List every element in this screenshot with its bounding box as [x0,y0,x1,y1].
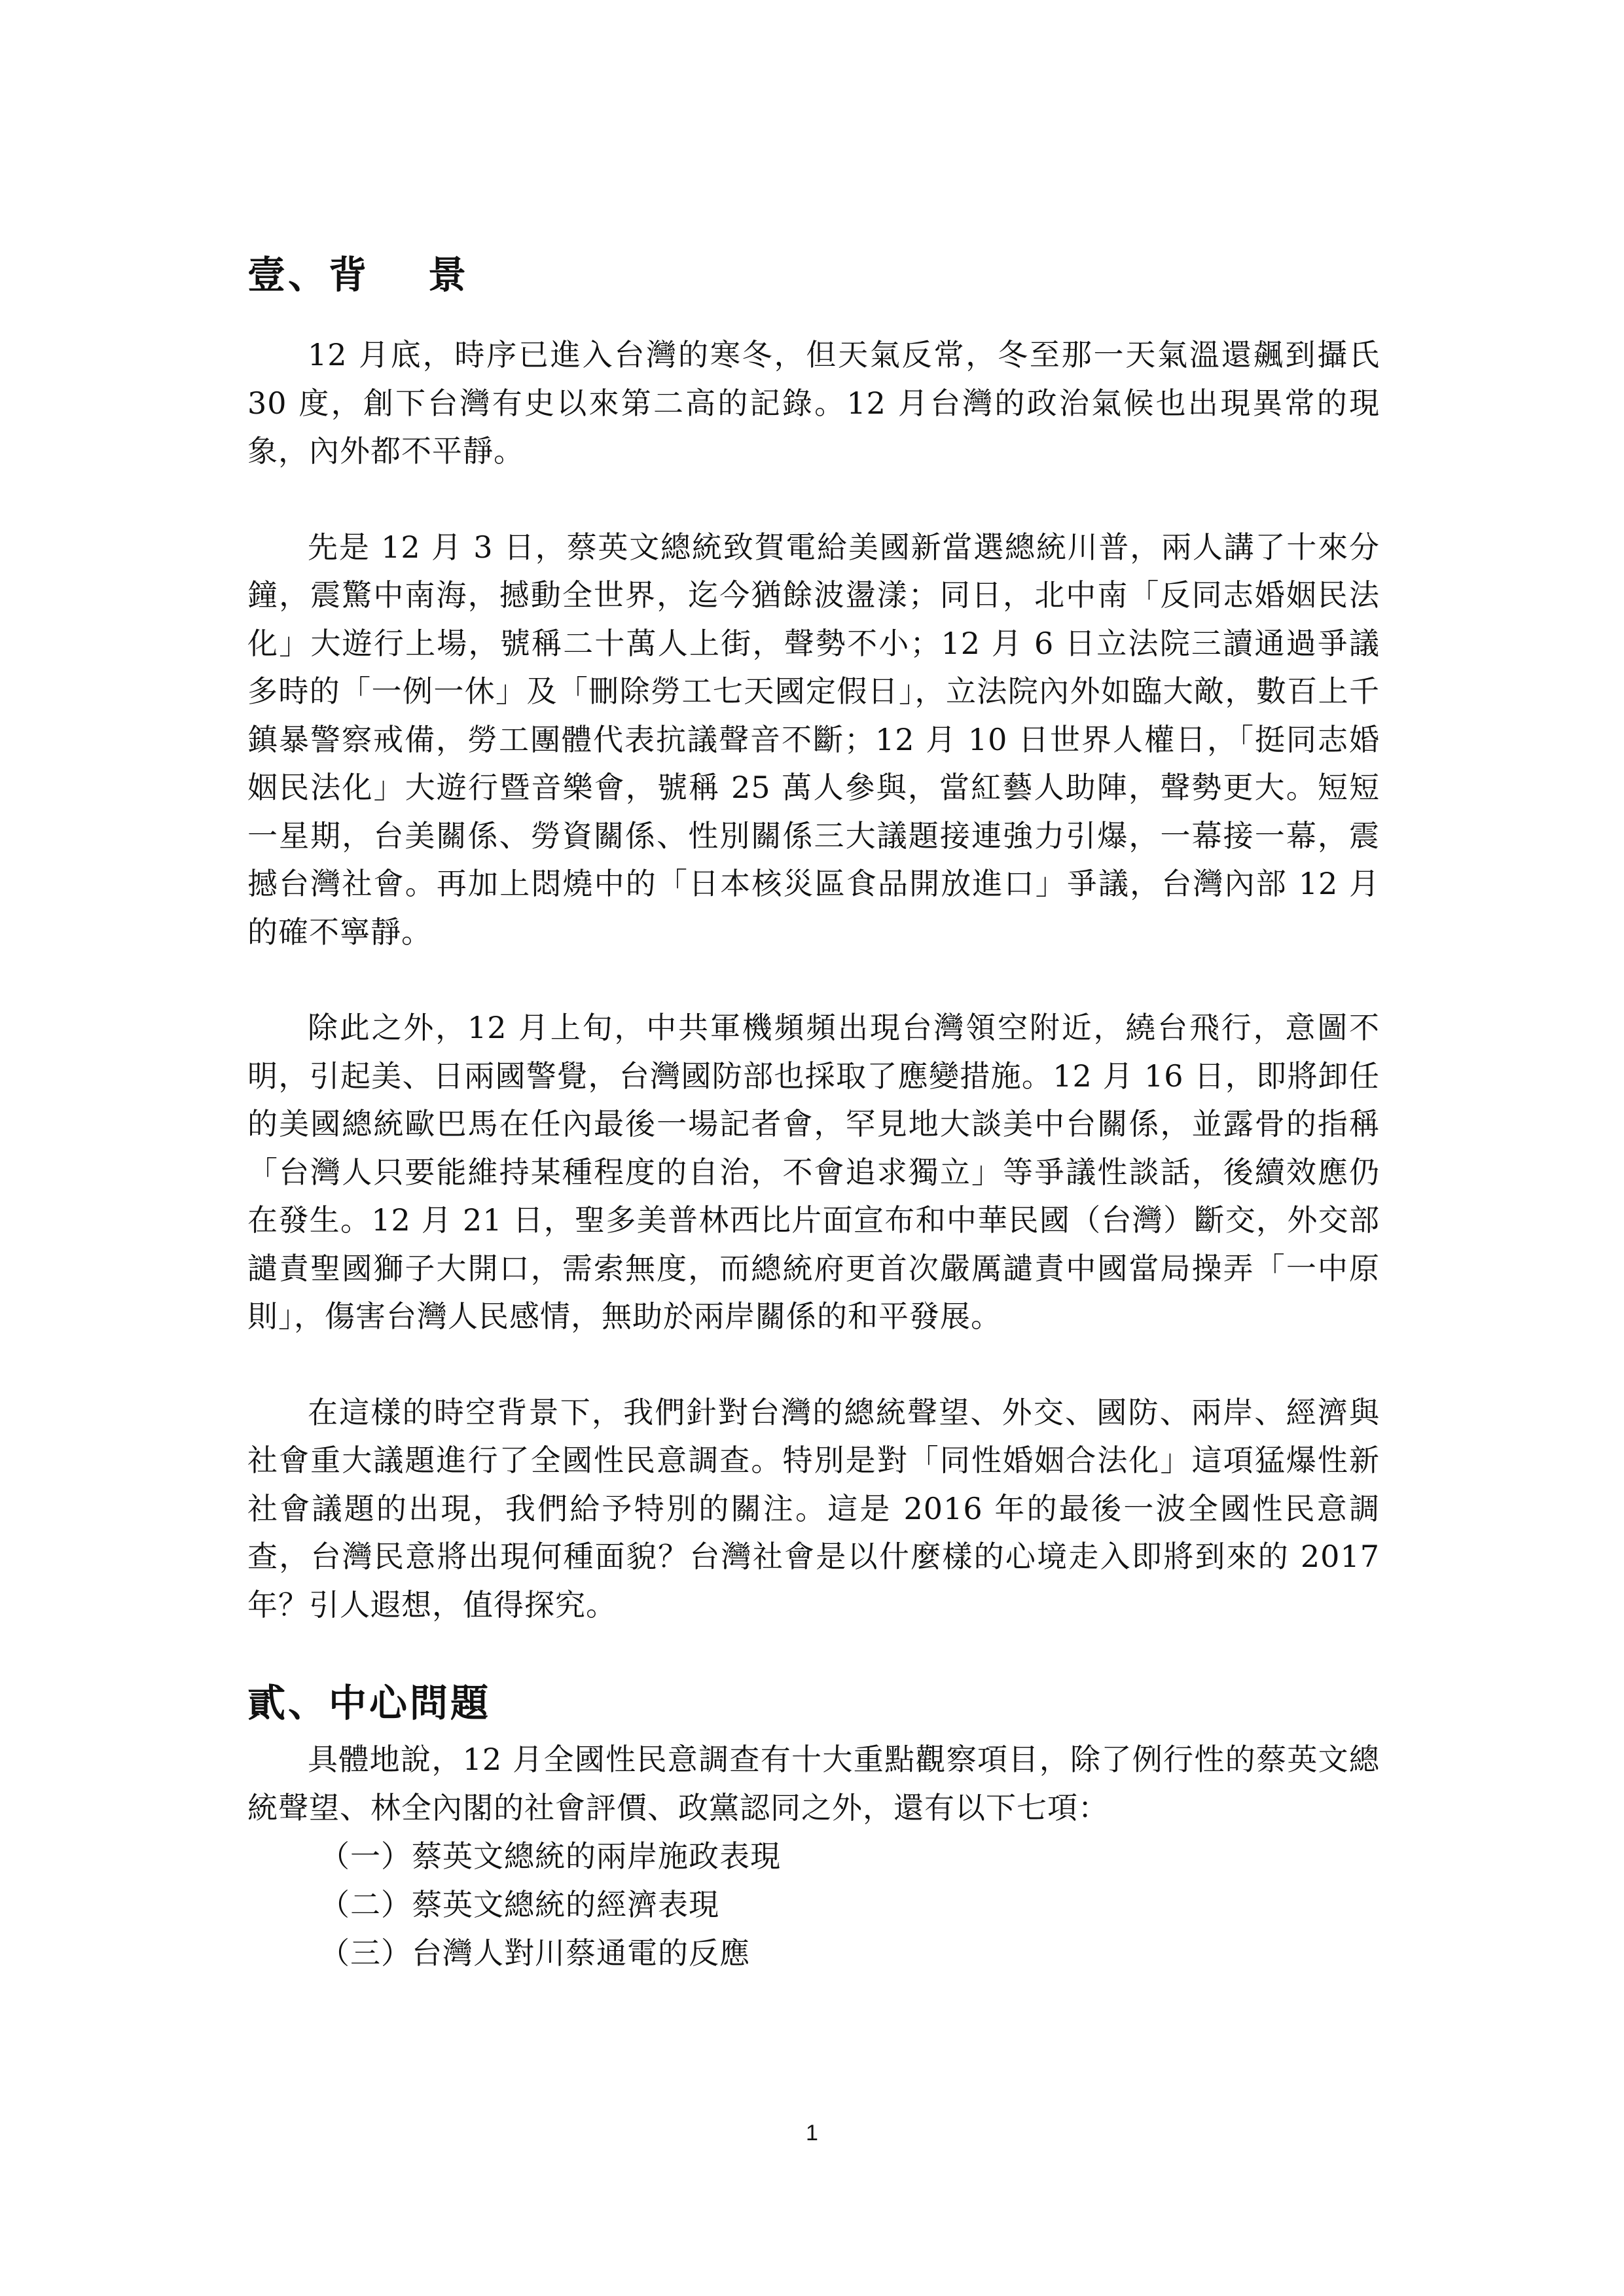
page-number: 1 [806,2121,818,2145]
observation-items-list [247,1832,1380,1977]
section-1-heading-part-1: 壹、背 [247,253,370,297]
section-1-paragraph-3: 除此之外，12 月上旬，中共軍機頻頻出現台灣領空附近，繞台飛行，意圖不明，引起美、日兩國警覺，台灣國防部也採取了應變措施。12 月 16 日，即將卸任的美國總統歐巴馬在任內最後一場記者會，罕見地大談美中台關係，並露骨的指稱「台灣人只要能維持某種程度的自治，不會追求獨立」等爭議性談話，後續效應仍在發生。12 月 21 日，聖多美普林西比片面宣布和中華民國（台灣）斷交，外交部譴責聖國獅子大開口，需索無度，而總統府更首次嚴厲譴責中國當局操弄「一中原則」，傷害台灣人民感情，無助於兩岸關係的和平發展。 [247,1010,1380,1334]
document-page [247,249,1380,1977]
section-1-paragraph-2: 先是 12 月 3 日，蔡英文總統致賀電給美國新當選總統川普，兩人講了十來分鐘，震驚中南海，撼動全世界，迄今猶餘波盪漾；同日，北中南「反同志婚姻民法化」大遊行上場，號稱二十萬人上街，聲勢不小；12 月 6 日立法院三讀通過爭議多時的「一例一休」及「刪除勞工七天國定假日」，立法院內外如臨大敵，數百上千鎮暴警察戒備，勞工團體代表抗議聲音不斷；12 月 10 日世界人權日，「挺同志婚姻民法化」大遊行暨音樂會，號稱 25 萬人參與，當紅藝人助陣，聲勢更大。短短一星期，台美關係、勞資關係、性別關係三大議題接連強力引爆，一幕接一幕，震撼台灣社會。再加上悶燒中的「日本核災區食品開放進口」爭議，台灣內部 12 月的確不寧靜。 [247,529,1380,950]
section-2-heading: 貳、中心問題 [247,1681,492,1725]
section-1-heading [247,249,1380,301]
list-item: （三）台灣人對川蔡通電的反應 [319,1935,750,1971]
list-item: （二）蔡英文總統的經濟表現 [319,1887,719,1922]
section-2-intro: 具體地說，12 月全國性民意調查有十大重點觀察項目，除了例行性的蔡英文總統聲望、林全內閣的社會評價、政黨認同之外，還有以下七項： [247,1742,1380,1825]
section-1-paragraph-4: 在這樣的時空背景下，我們針對台灣的總統聲望、外交、國防、兩岸、經濟與社會重大議題進行了全國性民意調查。特別是對「同性婚姻合法化」這項猛爆性新社會議題的出現，我們給予特別的關注。這是 2016 年的最後一波全國性民意調查，台灣民意將出現何種面貌？台灣社會是以什麼樣的心境走入即將到來的 2017 年？引人遐想，值得探究。 [247,1394,1380,1623]
section-1-paragraph-1: 12 月底，時序已進入台灣的寒冬，但天氣反常，冬至那一天氣溫還飆到攝氏 30 度，創下台灣有史以來第二高的記錄。12 月台灣的政治氣候也出現異常的現象，內外都不平靜。 [247,337,1380,469]
list-item: （一）蔡英文總統的兩岸施政表現 [319,1839,781,1874]
section-1-heading-part-2: 景 [428,253,469,297]
